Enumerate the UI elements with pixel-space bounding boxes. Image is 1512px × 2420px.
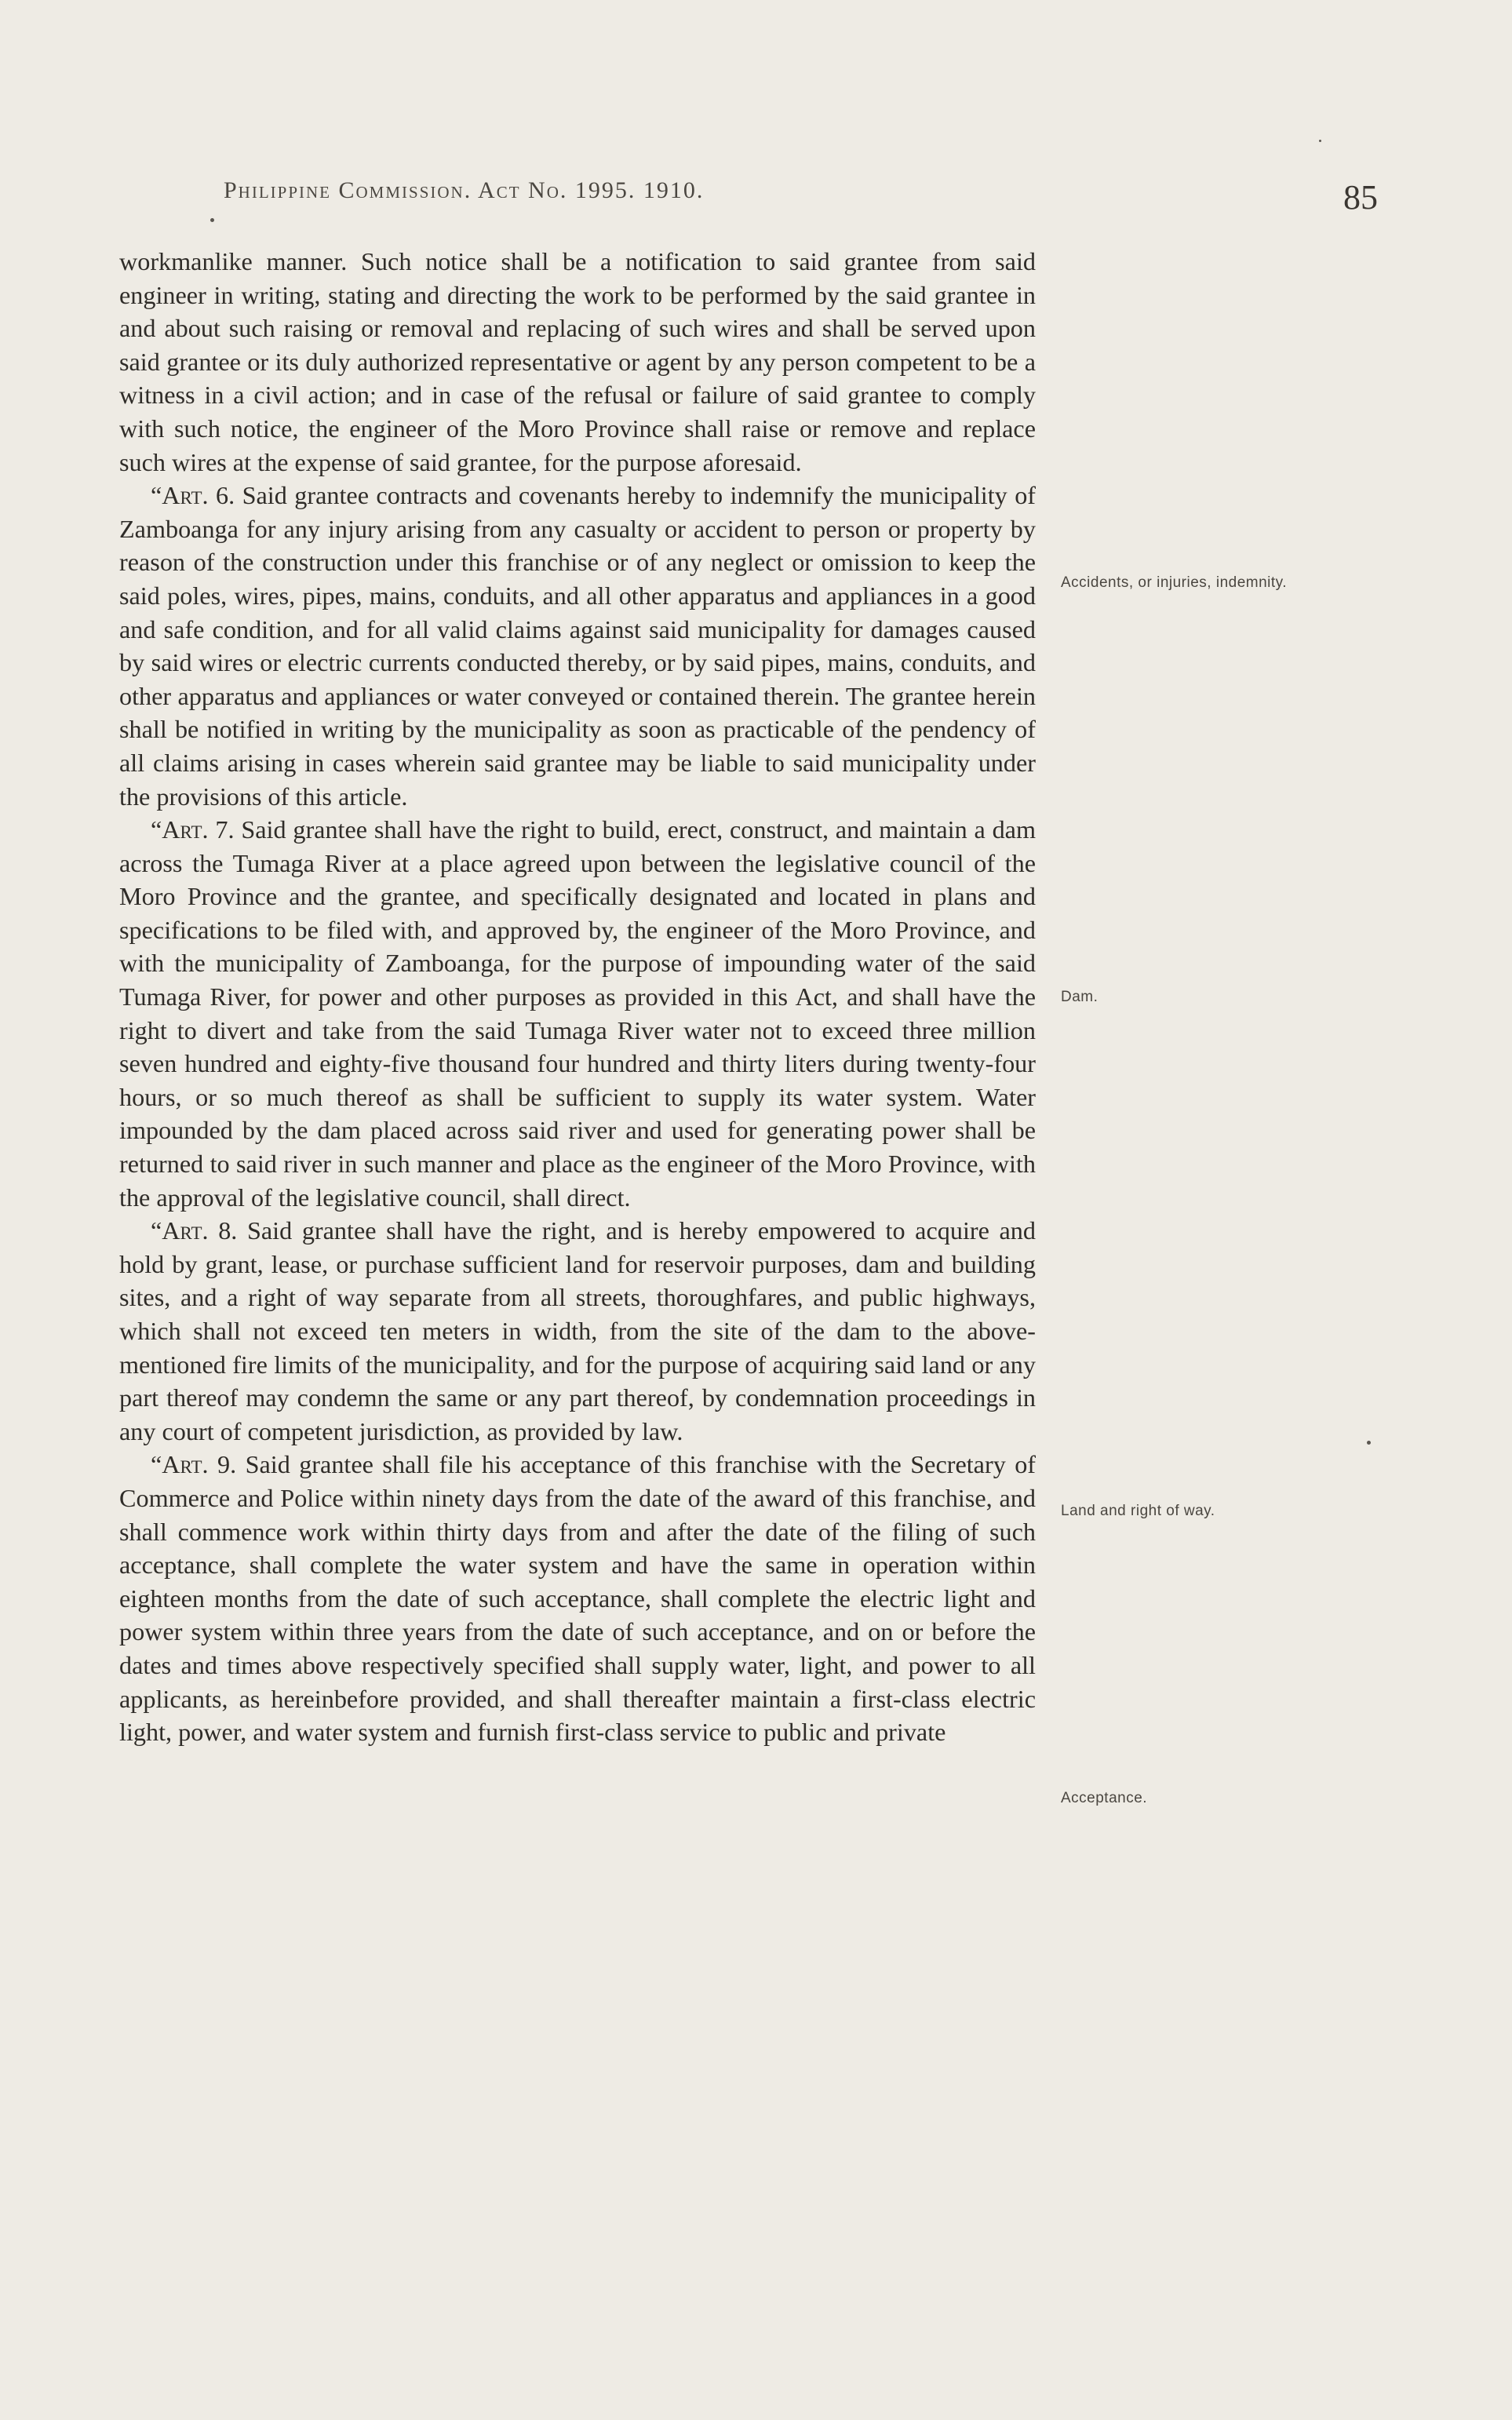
article-7-label: “Art. 7. <box>151 815 235 844</box>
article-7-text: Said grantee shall have the right to build, erect, construct, and maintain a dam across the Tumaga River at a place agreed upon between the legislative council of the Moro Province and the grantee, and specifically designated and located in plans and specifications to be filed with, and approved by, the engineer of the Moro Province, and with the municipality of Zamboanga, for the purpose of impounding water of the said Tumaga River, for power and other purposes as provided in this Act, and shall have the right to divert and take from the said Tumaga River water not to exceed three million seven hundred and eighty-five thousand four hundred and thirty liters during twenty-four hours, or so much thereof as shall be sufficient to supply its water system. Water impounded by the dam placed across said river and used for generating power shall be returned to said river in such manner and place as the engineer of the Moro Province, with the approval of the legislative council, shall direct. <box>119 815 1037 1212</box>
margin-note-dam: Dam. <box>1061 989 1098 1005</box>
article-7 <box>119 813 1036 1214</box>
article-9-text: Said grantee shall file his acceptance of this franchise with the Secretary of Commerce and Police within ninety days from the date of the award of this franchise, and shall commence work within thirty days from and after the date of the filing of such acceptance, shall complete the water system and have the same in operation within eighteen months from the date of such acceptance, shall complete the electric light and power system within three years from the date of such acceptance, and on or before the dates and times above respectively specified shall supply water, light, and power to all applicants, as hereinbefore provided, and shall thereafter maintain a first-class electric light, power, and water system and furnish first-class service to public and private <box>119 1450 1037 1747</box>
page-number: 85 <box>1343 178 1378 217</box>
print-speck <box>210 218 214 222</box>
article-8 <box>119 1214 1036 1448</box>
running-header: Philippine Commission. Act No. 1995. 1910. <box>224 177 705 203</box>
article-6 <box>119 479 1036 813</box>
article-9 <box>119 1448 1036 1748</box>
print-speck <box>1367 1441 1371 1445</box>
margin-note-accidents: Accidents, or injuries, indemnity. <box>1061 574 1288 591</box>
body-text <box>119 245 1036 1749</box>
article-6-text: Said grantee contracts and covenants hereby to indemnify the municipality of Zamboanga for any injury arising from any casualty or accident to person or property by reason of the construction under this franchise or of any neglect or omission to keep the said poles, wires, pipes, mains, conduits, and all other apparatus and appliances in a good and safe condition, and for all valid claims against said municipality for damages caused by said wires or electric currents conducted thereby, or by said pipes, mains, conduits, and other apparatus and appliances or water conveyed or contained therein. The grantee herein shall be notified in writing by the municipality as soon as practicable of the pendency of all claims arising in cases wherein said grantee may be liable to said municipality under the provisions of this article. <box>119 481 1037 811</box>
margin-note-land: Land and right of way. <box>1061 1503 1215 1519</box>
article-9-label: “Art. 9. <box>151 1450 237 1479</box>
margin-note-acceptance: Acceptance. <box>1061 1790 1148 1806</box>
print-speck <box>1319 140 1321 142</box>
article-8-label: “Art. 8. <box>151 1216 238 1245</box>
paragraph-continued: workmanlike manner. Such notice shall be a notification to said grantee from said engineer in writing, stating and directing the work to be performed by the said grantee in and about such raising or removal and replacing of such wires and shall be served upon said grantee or its duly authorized representative or agent by any person competent to be a witness in a civil action; and in case of the refusal or failure of said grantee to comply with such notice, the engineer of the Moro Province shall raise or remove and replace such wires at the expense of said grantee, for the purpose aforesaid. <box>119 247 1036 476</box>
article-8-text: Said grantee shall have the right, and is hereby empowered to acquire and hold by grant, lease, or purchase sufficient land for reservoir purposes, dam and building sites, and a right of way separate from all streets, thoroughfares, and public highways, which shall not exceed ten meters in width, from the site of the dam to the above-mentioned fire limits of the municipality, and for the purpose of acquiring said land or any part thereof may condemn the same or any part thereof, by condemnation proceedings in any court of competent jurisdiction, as provided by law. <box>119 1216 1036 1445</box>
article-6-label: “Art. 6. <box>151 481 235 510</box>
